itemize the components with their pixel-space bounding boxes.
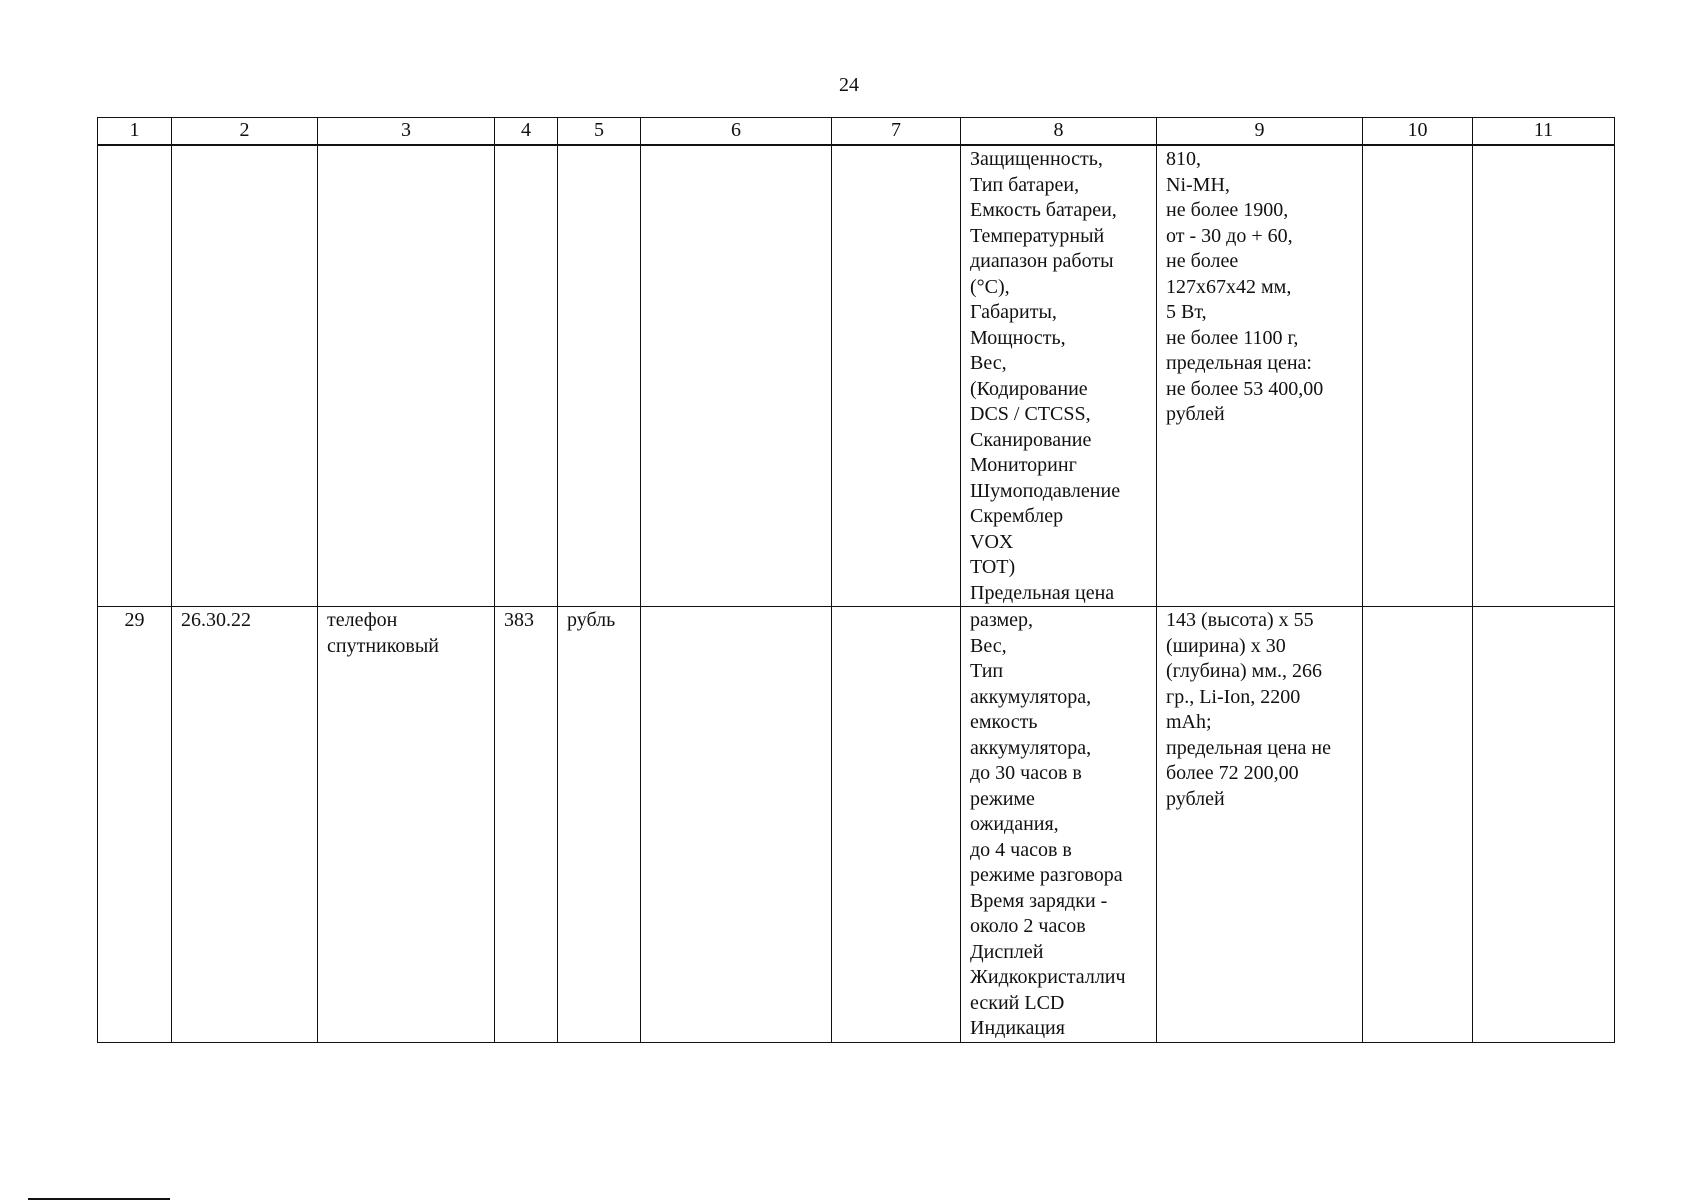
specification-table [97, 117, 1615, 1043]
footnote-separator-line [28, 1198, 170, 1200]
cell-row-number [98, 145, 172, 607]
column-header-9: 9 [1157, 118, 1363, 146]
cell-column-11 [1473, 607, 1615, 1043]
table-row-continuation [98, 145, 1615, 607]
cell-characteristic-values: 143 (высота) х 55 (ширина) х 30 (глубина) мм., 266 гр., Li-Ion, 2200 mAh; предельная цена не более 72 200,00 рублей [1157, 607, 1363, 1043]
column-header-7: 7 [832, 118, 961, 146]
cell-item-name [318, 145, 495, 607]
cell-characteristics: размер, Вес, Тип аккумулятора, емкость аккумулятора, до 30 часов в режиме ожидания, до 4 часов в режиме разговора Время зарядки - около 2 часов Дисплей Жидкокристаллич еский LCD Индикация [961, 607, 1157, 1043]
cell-unit-name: рубль [558, 607, 641, 1043]
cell-column-10 [1363, 607, 1473, 1043]
cell-column-6 [641, 145, 832, 607]
cell-okpd-code [172, 145, 318, 607]
cell-row-number: 29 [98, 607, 172, 1043]
cell-unit-code: 383 [495, 607, 558, 1043]
cell-column-7 [832, 607, 961, 1043]
column-header-6: 6 [641, 118, 832, 146]
cell-column-6 [641, 607, 832, 1043]
column-header-4: 4 [495, 118, 558, 146]
cell-unit-code [495, 145, 558, 607]
column-header-11: 11 [1473, 118, 1615, 146]
cell-item-name: телефон спутниковый [318, 607, 495, 1043]
column-header-2: 2 [172, 118, 318, 146]
column-header-5: 5 [558, 118, 641, 146]
column-header-1: 1 [98, 118, 172, 146]
cell-column-11 [1473, 145, 1615, 607]
table-row-29 [98, 607, 1615, 1043]
column-header-10: 10 [1363, 118, 1473, 146]
cell-characteristics: Защищенность, Тип батареи, Емкость батареи, Температурный диапазон работы (°С), Габариты, Мощность, Вес, (Кодирование DCS / CTCSS, Сканирование Мониторинг Шумоподавление Скремблер VOX TOT) Предельная цена [961, 145, 1157, 607]
column-number-header-row [98, 118, 1615, 146]
cell-column-7 [832, 145, 961, 607]
cell-unit-name [558, 145, 641, 607]
cell-characteristic-values: 810, Ni-MH, не более 1900, от - 30 до + 60, не более 127х67х42 мм, 5 Вт, не более 1100 г, предельная цена: не более 53 400,00 рублей [1157, 145, 1363, 607]
column-header-8: 8 [961, 118, 1157, 146]
cell-column-10 [1363, 145, 1473, 607]
page-number: 24 [839, 74, 859, 96]
column-header-3: 3 [318, 118, 495, 146]
cell-okpd-code: 26.30.22 [172, 607, 318, 1043]
